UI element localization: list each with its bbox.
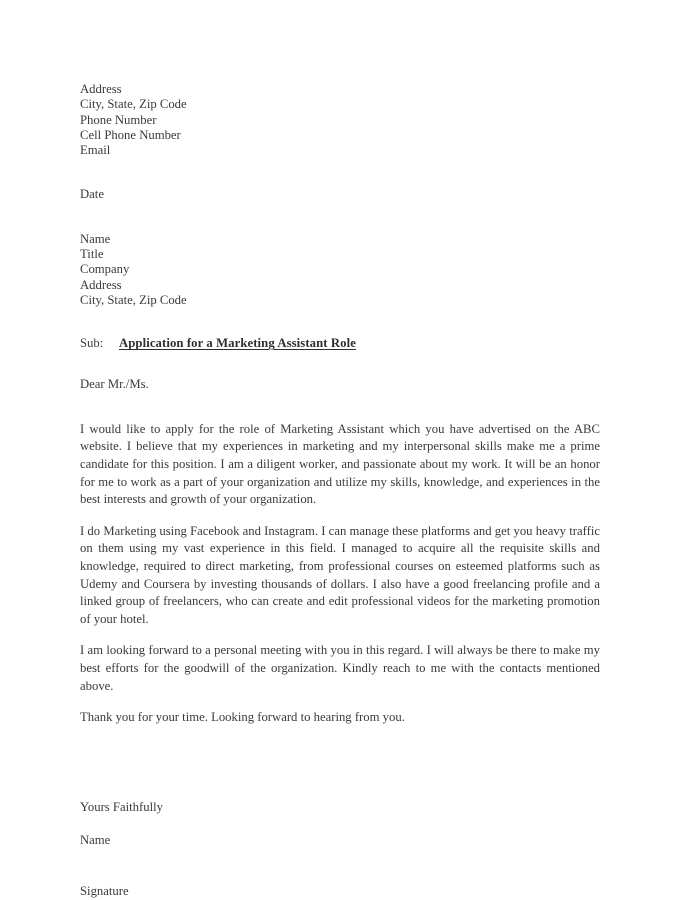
spacer-after-sender — [80, 158, 600, 187]
body-paragraph-3: I am looking forward to a personal meeting with you in this regard. I will always be there to make my best efforts for the goodwill of the organization. Kindly reach to me with the contacts mentioned above. — [80, 643, 600, 693]
signer-name: Name — [80, 833, 111, 848]
recipient-title-line: Title — [80, 247, 104, 262]
subject-line — [80, 336, 600, 351]
sender-address-block — [80, 82, 600, 158]
recipient-address-block — [80, 232, 600, 308]
spacer-before-signature — [80, 848, 600, 884]
recipient-name-line: Name — [80, 231, 111, 246]
spacer-after-recipient — [80, 308, 600, 336]
body-paragraph-2: I do Marketing using Facebook and Instagram. I can manage these platforms and get you heavy traffic on them using my vast experience in this field. I managed to acquire all the requisite skills and knowledge, required to direct marketing, from professional courses on esteemed platforms such as Udemy and Coursera by investing thousands of dollars. I also have a good freelancing profile and a linked group of freelancers, who can create and edit professional videos for the marketing promotion of your hotel. — [80, 523, 600, 626]
spacer-after-salutation — [80, 392, 600, 421]
salutation-line: Dear Mr./Ms. — [80, 376, 149, 391]
recipient-address-line: Address — [80, 277, 122, 292]
letter-body — [80, 82, 600, 900]
sender-city-state-zip-line: City, State, Zip Code — [80, 97, 187, 112]
spacer-after-paragraph-1 — [80, 509, 600, 523]
signature-label: Signature — [80, 884, 129, 899]
spacer-after-date — [80, 203, 600, 232]
spacer-after-paragraph-2 — [80, 628, 600, 642]
sender-email-line: Email — [80, 143, 111, 158]
spacer-after-closing — [80, 815, 600, 833]
date-block — [80, 187, 600, 202]
subject-label: Sub: — [80, 336, 104, 351]
spacer-after-paragraph-3 — [80, 695, 600, 709]
salutation-block — [80, 377, 600, 392]
closing-salutation: Yours Faithfully — [80, 799, 163, 814]
spacer-before-closing — [80, 727, 600, 800]
spacer-after-subject — [80, 352, 600, 377]
subject-text: Application for a Marketing Assistant Role — [119, 336, 356, 351]
recipient-city-state-zip-line: City, State, Zip Code — [80, 292, 187, 307]
body-paragraph-4: Thank you for your time. Looking forward to hearing from you. — [80, 710, 405, 725]
date-line: Date — [80, 187, 104, 202]
sender-cell-phone-line: Cell Phone Number — [80, 127, 181, 142]
sender-address-line: Address — [80, 82, 122, 96]
body-paragraph-1: I would like to apply for the role of Marketing Assistant which you have advertised on the ABC website. I believe that my experiences in marketing and my interpersonal skills make me a prime candidate for this position. I am a diligent worker, and passionate about my work. It will be an honor for me to work as a part of your organization and utilize my skills, knowledge, and experiences in the best interests and growth of your organization. — [80, 421, 600, 507]
recipient-company-line: Company — [80, 262, 130, 277]
sender-phone-line: Phone Number — [80, 112, 157, 127]
